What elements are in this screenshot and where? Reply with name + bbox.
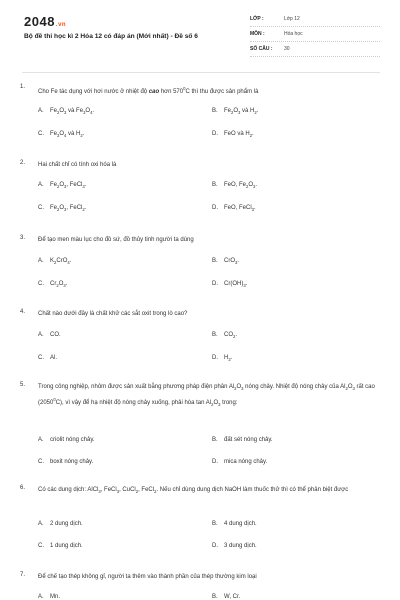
page-header xyxy=(0,0,400,66)
option-b[interactable]: B. W, Cr. xyxy=(212,594,241,600)
option-b[interactable]: B. đất sét nóng chảy. xyxy=(212,437,273,443)
question-number: 4. xyxy=(20,309,26,315)
doc-title: Bộ đề thi học kì 2 Hóa 12 có đáp án (Mới nhất) - Đề số 6 xyxy=(24,33,198,40)
option-a[interactable]: A. $K_2CrO_4$. xyxy=(38,258,72,266)
option-a[interactable]: A. Mn. xyxy=(38,594,61,600)
question-text: Trong công nghiệp, nhôm được sản xuất bằng phương pháp điện phân $Al_2O_3$ nóng chảy. Nhiệt độ nóng chảy của $Al_2O_3$ rất cao (2050$^0$C), vì vậy để hạ nhiệt độ nóng chảy xuống, phải hòa $\tan Al_2O_3$ trong: xyxy=(38,384,375,407)
meta-row-subject xyxy=(250,27,380,42)
option-a[interactable]: A. criolit nóng chảy. xyxy=(38,437,95,443)
option-c[interactable]: C. $Fe_3O_4$ và $H_2$. xyxy=(38,131,85,139)
question-text: Để tạo men màu lục cho đồ sứ, đồ thủy tinh người ta dùng xyxy=(38,237,194,243)
question-7 xyxy=(20,572,380,600)
option-d[interactable]: D. $Cr(OH)_3$. xyxy=(212,281,248,289)
option-b[interactable]: B. CrO$_3$. xyxy=(212,258,240,266)
option-a[interactable]: A. $Fe_2O_3$ và $Fe_3O_4$. xyxy=(38,108,95,116)
meta-value: Hóa học xyxy=(284,31,303,37)
option-d[interactable]: D. mica nóng chảy. xyxy=(212,459,268,465)
option-b[interactable]: B. $Fe_2O_3$ và $H_2$. xyxy=(212,108,259,116)
option-d[interactable]: D. $H_2$. xyxy=(212,355,233,363)
site-logo[interactable] xyxy=(24,14,66,29)
option-d[interactable]: D. FeO, FeCl$_3$. xyxy=(212,205,256,213)
option-c[interactable]: C. $Cr_2O_3$. xyxy=(38,281,68,289)
meta-label: MÔN : xyxy=(250,31,265,37)
meta-value: Lớp 12 xyxy=(284,16,300,22)
option-b[interactable]: B. FeO, $Fe_2O_3$. xyxy=(212,182,258,190)
option-a[interactable]: A. 2 dung dịch. xyxy=(38,521,83,527)
option-b[interactable]: B. $CO_2$. xyxy=(212,332,238,340)
question-6 xyxy=(20,485,380,560)
question-1 xyxy=(20,84,380,144)
question-number: 7. xyxy=(20,572,26,578)
question-number: 2. xyxy=(20,160,26,166)
question-4 xyxy=(20,309,380,369)
question-2 xyxy=(20,160,380,220)
option-c[interactable]: C. 1 dung dịch. xyxy=(38,543,83,549)
logo-suffix: .vn xyxy=(55,22,67,28)
option-d[interactable]: D. FeO và $H_2$. xyxy=(212,131,254,139)
question-5 xyxy=(20,382,380,472)
meta-table xyxy=(250,12,380,57)
option-c[interactable]: C. boxit nóng chảy. xyxy=(38,459,94,465)
question-number: 5. xyxy=(20,382,26,388)
option-d[interactable]: D. 3 dung dịch. xyxy=(212,543,257,549)
meta-label: SỐ CÂU : xyxy=(250,46,273,52)
option-a[interactable]: A. CO. xyxy=(38,332,61,338)
question-text: Để chế tạo thép không gỉ, người ta thêm vào thành phần của thép thường kim loại xyxy=(38,574,257,580)
question-text: Chất nào dưới đây là chất khử các sắt oxit trong lò cao? xyxy=(38,311,188,317)
question-text: Cho Fe tác dụng với hơi nước ở nhiệt độ cao hơn $570^0C$ thì thu được sản phẩm là xyxy=(38,86,259,95)
meta-row-count xyxy=(250,42,380,57)
header-divider xyxy=(22,72,380,73)
question-text: Có các dung dịch: AlCl$_3$, FeCl$_3$, CuCl$_2$, FeCl$_2$. Nếu chỉ dùng dung dịch NaOH làm thuốc thử thì có thể phân biệt được xyxy=(38,487,349,495)
question-number: 1. xyxy=(20,84,26,90)
option-a[interactable]: A. $Fe_2O_3$, FeCl$_3$. xyxy=(38,182,87,190)
meta-value: 30 xyxy=(284,46,290,52)
question-3 xyxy=(20,235,380,295)
meta-row-class xyxy=(250,12,380,27)
question-text: Hai chất chỉ có tính oxi hóa là xyxy=(38,162,117,168)
question-number: 3. xyxy=(20,235,26,241)
question-number: 6. xyxy=(20,485,26,491)
meta-label: LỚP : xyxy=(250,16,264,22)
logo-text: 2048 xyxy=(24,14,55,29)
option-c[interactable]: C. Al. xyxy=(38,355,58,361)
option-b[interactable]: B. 4 dung dịch. xyxy=(212,521,257,527)
option-c[interactable]: C. $Fe_2O_3$, FeCl$_2$. xyxy=(38,205,87,213)
